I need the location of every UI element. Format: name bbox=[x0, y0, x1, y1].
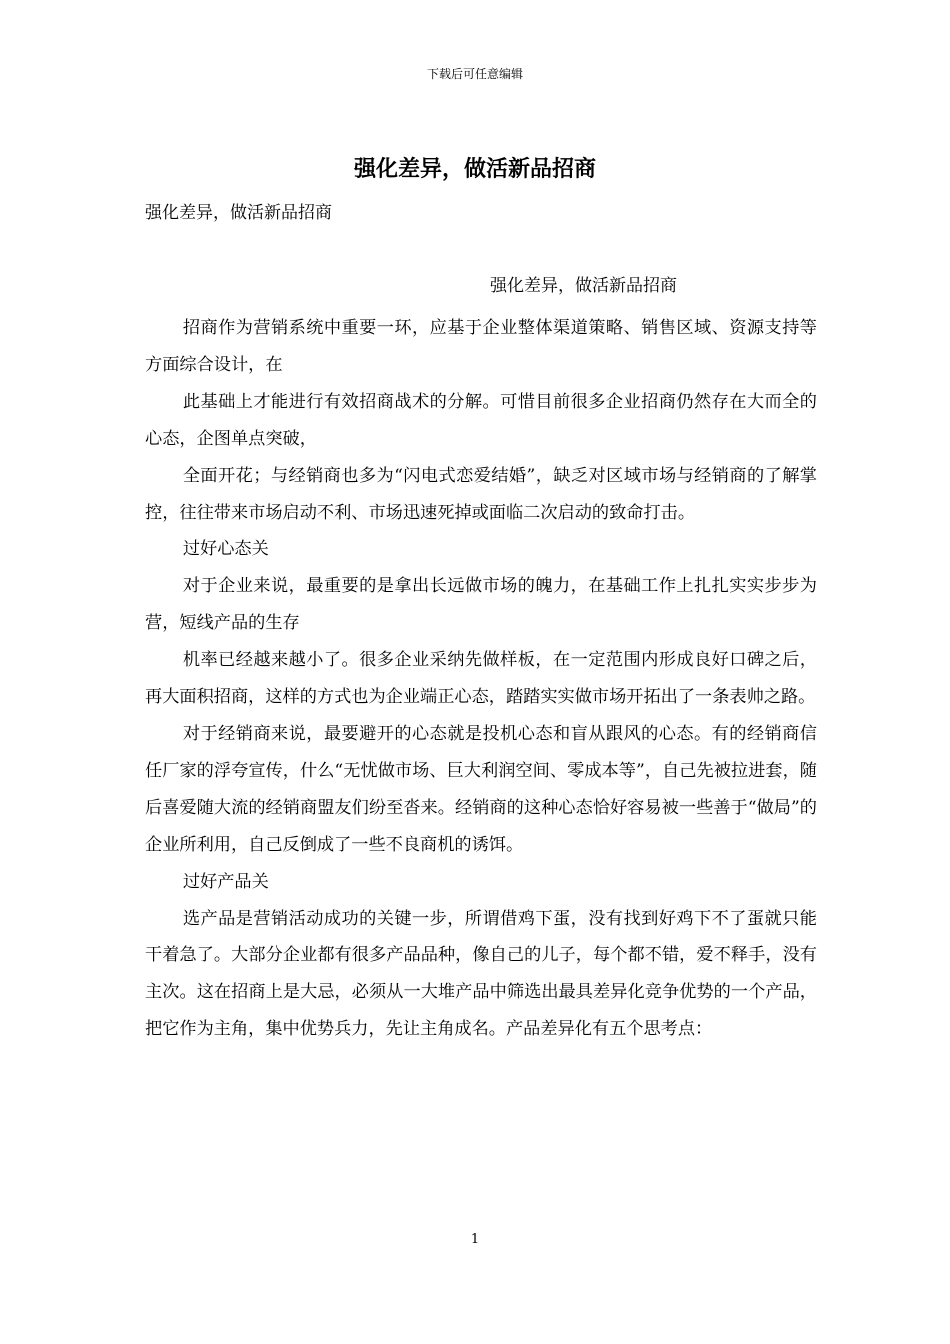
section-title: 强化差异，做活新品招商 bbox=[490, 276, 677, 296]
section-heading: 过好心态关 bbox=[182, 539, 269, 560]
document-title: 强化差异，做活新品招商 bbox=[353, 157, 596, 182]
paragraph: 机率已经越来越小了。很多企业采纳先做样板，在一定范围内形成良好口碑之后，再大面积招商，这样的方式也为企业端正心态，踏踏实实做市场开拓出了一条表帅之路。 bbox=[145, 650, 817, 708]
paragraph: 对于经销商来说，最要避开的心态就是投机心态和盲从跟风的心态。有的经销商信任厂家的浮夸宣传，什么“无忧做市场、巨大利润空间、零成本等”，自己先被拉进套，随后喜爱随大流的经销商盟友们纷至沓来。经销商的这种心态恰好容易被一些善于“做局”的企业所利用，自己反倒成了一些不良商机的诱饵。 bbox=[145, 723, 817, 855]
paragraph: 招商作为营销系统中重要一环，应基于企业整体渠道策略、销售区域、资源支持等方面综合设计，在 bbox=[145, 318, 817, 375]
paragraph: 对于企业来说，最重要的是拿出长远做市场的魄力，在基础工作上扎扎实实步步为营，短线产品的生存 bbox=[145, 576, 817, 634]
paragraph: 此基础上才能进行有效招商战术的分解。可惜目前很多企业招商仍然存在大而全的心态，企图单点突破， bbox=[145, 391, 817, 449]
section-heading: 过好产品关 bbox=[182, 871, 269, 892]
document-body bbox=[145, 310, 817, 1048]
paragraph: 选产品是营销活动成功的关键一步，所谓借鸡下蛋，没有找到好鸡下不了蛋就只能干着急了。大部分企业都有很多产品品种，像自己的儿子，每个都不错，爱不释手，没有主次。这在招商上是大忌，必须从一大堆产品中筛选出最具差异化竞争优势的一个产品，把它作为主角，集中优势兵力，先让主角成名。产品差异化有五个思考点： bbox=[145, 908, 817, 1040]
paragraph: 全面开花；与经销商也多为“闪电式恋爱结婚”，缺乏对区域市场与经销商的了解掌控，往往带来市场启动不利、市场迅速死掉或面临二次启动的致命打击。 bbox=[145, 465, 817, 523]
document-subtitle: 强化差异，做活新品招商 bbox=[145, 203, 332, 223]
page-header: 下载后可任意编辑 bbox=[426, 67, 523, 81]
page-number: 1 bbox=[470, 1232, 480, 1247]
